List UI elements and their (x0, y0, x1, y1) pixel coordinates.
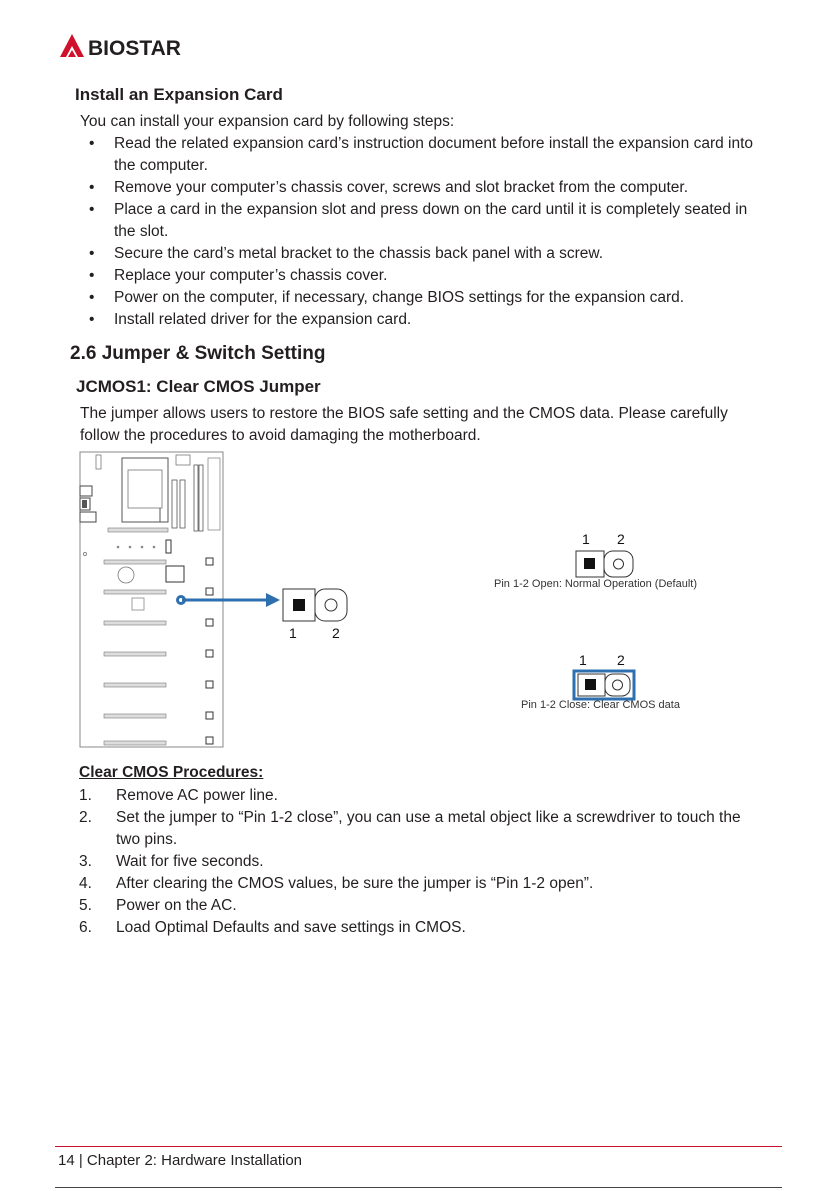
list-item (79, 807, 759, 851)
procedures-title: Clear CMOS Procedures: (79, 764, 264, 781)
step-text: Power on the AC. (116, 897, 237, 914)
step-number: 5. (79, 897, 92, 914)
list-item: • Place a card in the expansion slot and press down on the card until it is completely seated in the slot. (80, 199, 760, 243)
list-item: • Remove your computer’s chassis cover, screws and slot bracket from the computer. (80, 177, 760, 199)
list-item: • Read the related expansion card’s instruction document before install the expansion card into the computer. (80, 133, 760, 177)
step-text: Set the jumper to “Pin 1-2 close”, you can use a metal object like a screwdriver to touch the two pins. (116, 809, 741, 848)
step-text: After clearing the CMOS values, be sure the jumper is “Pin 1-2 open”. (116, 875, 594, 892)
step-number: 1. (79, 787, 92, 804)
open-pin-1-label: 1 (582, 531, 590, 547)
list-item: • Replace your computer’s chassis cover. (80, 265, 760, 287)
list-item: • Secure the card’s metal bracket to the chassis back panel with a screw. (80, 243, 760, 265)
close-pin-1-label: 1 (579, 652, 587, 668)
step-number: 4. (79, 875, 92, 892)
pin-2-label: 2 (332, 625, 340, 641)
close-caption: Pin 1-2 Close: Clear CMOS data (521, 699, 680, 711)
footer-rule-bottom (55, 1187, 782, 1188)
expansion-title: Install an Expansion Card (75, 85, 283, 104)
step-number: 6. (79, 919, 92, 936)
step-number: 2. (79, 809, 92, 826)
open-pin-2-label: 2 (617, 531, 625, 547)
step-text: Remove AC power line. (116, 787, 278, 804)
section-title: 2.6 Jumper & Switch Setting (70, 343, 326, 364)
jcmos-title: JCMOS1: Clear CMOS Jumper (76, 377, 321, 396)
footer-text: 14 | Chapter 2: Hardware Installation (58, 1152, 303, 1169)
list-item (79, 873, 759, 895)
procedures-list (79, 785, 759, 939)
list-item (79, 851, 759, 873)
expansion-steps (80, 133, 760, 331)
jumper-enlarged (282, 588, 352, 622)
step-text: Load Optimal Defaults and save settings in CMOS. (116, 919, 466, 936)
list-item (79, 917, 759, 939)
jumper-open (575, 550, 635, 578)
biostar-logo (58, 31, 208, 61)
expansion-intro: You can install your expansion card by following steps: (80, 113, 455, 130)
open-caption: Pin 1-2 Open: Normal Operation (Default) (494, 578, 697, 590)
list-item (79, 895, 759, 917)
footer-rule-top (55, 1146, 782, 1147)
pin-1-label: 1 (289, 625, 297, 641)
list-item (79, 785, 759, 807)
list-item: • Install related driver for the expansion card. (80, 309, 760, 331)
list-item: • Power on the computer, if necessary, change BIOS settings for the expansion card. (80, 287, 760, 309)
jcmos-description: The jumper allows users to restore the BIOS safe setting and the CMOS data. Please carefully follow the procedures to avoid damaging the motherboard. (80, 405, 728, 444)
close-pin-2-label: 2 (617, 652, 625, 668)
jumper-closed (572, 669, 636, 701)
step-text: Wait for five seconds. (116, 853, 264, 870)
pointer-arrow (182, 590, 282, 610)
brand-name: BIOSTAR (88, 37, 181, 60)
step-number: 3. (79, 853, 92, 870)
